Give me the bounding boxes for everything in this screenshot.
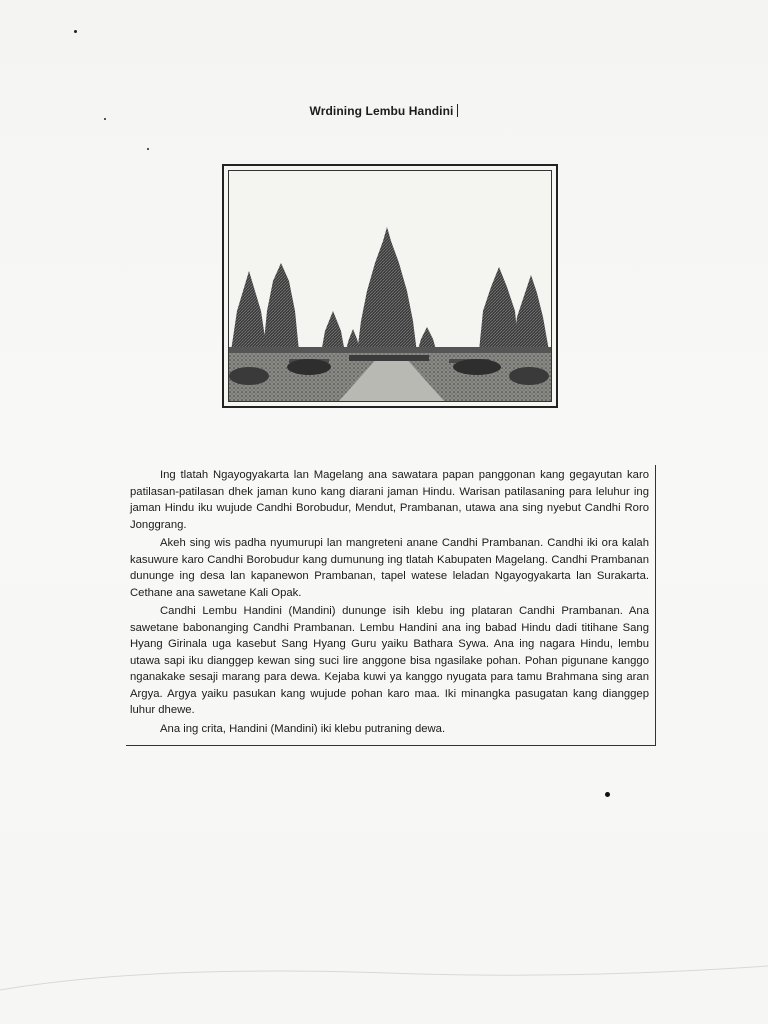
text-cursor-mark [457,104,458,117]
paragraph: Ana ing crita, Handini (Mandini) iki klebu putraning dewa. [160,722,446,735]
scan-speck [104,118,106,120]
paragraph: Ing tlatah Ngayogyakarta lan Magelang ana sawatara papan panggonan kang gegayutan karo patilasan-patilasan dhek jaman kuno kang diarani jaman Hindu. Warisan patilasaning para leluhur ing jaman Hindu iku wujude Candhi Borobudur, Mendut, Prambanan, utawa ana sing nyebut Candhi Roro Jonggrang. [130,469,649,531]
page-edge-shadow [0,960,768,1024]
paragraph: Candhi Lembu Handini (Mandini) dununge isih klebu ing plataran Candhi Prambanan. Ana sawetane babonanging Candhi Prambanan. Lembu Handini ana ing babad Hindu dadi titihane Sang Hyang Girinala uga kasebut Sang Hyang Guru yaiku Bathara Sywa. Ana ing nagara Hindu, lembu utawa sapi iku dianggep kewan sing suci lire anggone bisa ngasilake pohan. Pohan pigunane kanggo nganakake sesaji marang para dewa. Kejaba kuwi ya kanggo nyugata para tamu Brahmana sing aran Argya. Argya yaiku pasukan kang wujude pohan karo maa. Iki minangka pasugatan kang dianggep luhur dhewe. [130,605,649,716]
prambanan-temple-illustration [229,171,551,401]
document-title-text: Wrdining Lembu Handini [309,104,454,118]
document-body [126,465,656,746]
document-title [0,104,768,118]
paragraph: Akeh sing wis padha nyumurupi lan mangreteni anane Candhi Prambanan. Candhi iki ora kalah kasuwure karo Candhi Borobudur kang dumunung ing tlatah Kabupaten Magelang. Candhi Prambanan dununge ing desa lan kapanewon Prambanan, tapel watese leladan Ngayogyakarta lan Surakarta. Cethane ana sawetane Kali Opak. [130,537,649,599]
temple-photo-frame [222,164,558,408]
scan-speck [147,148,149,150]
prambanan-temple-photo [228,170,552,402]
ink-dot [605,792,610,797]
scan-speck [74,30,77,33]
